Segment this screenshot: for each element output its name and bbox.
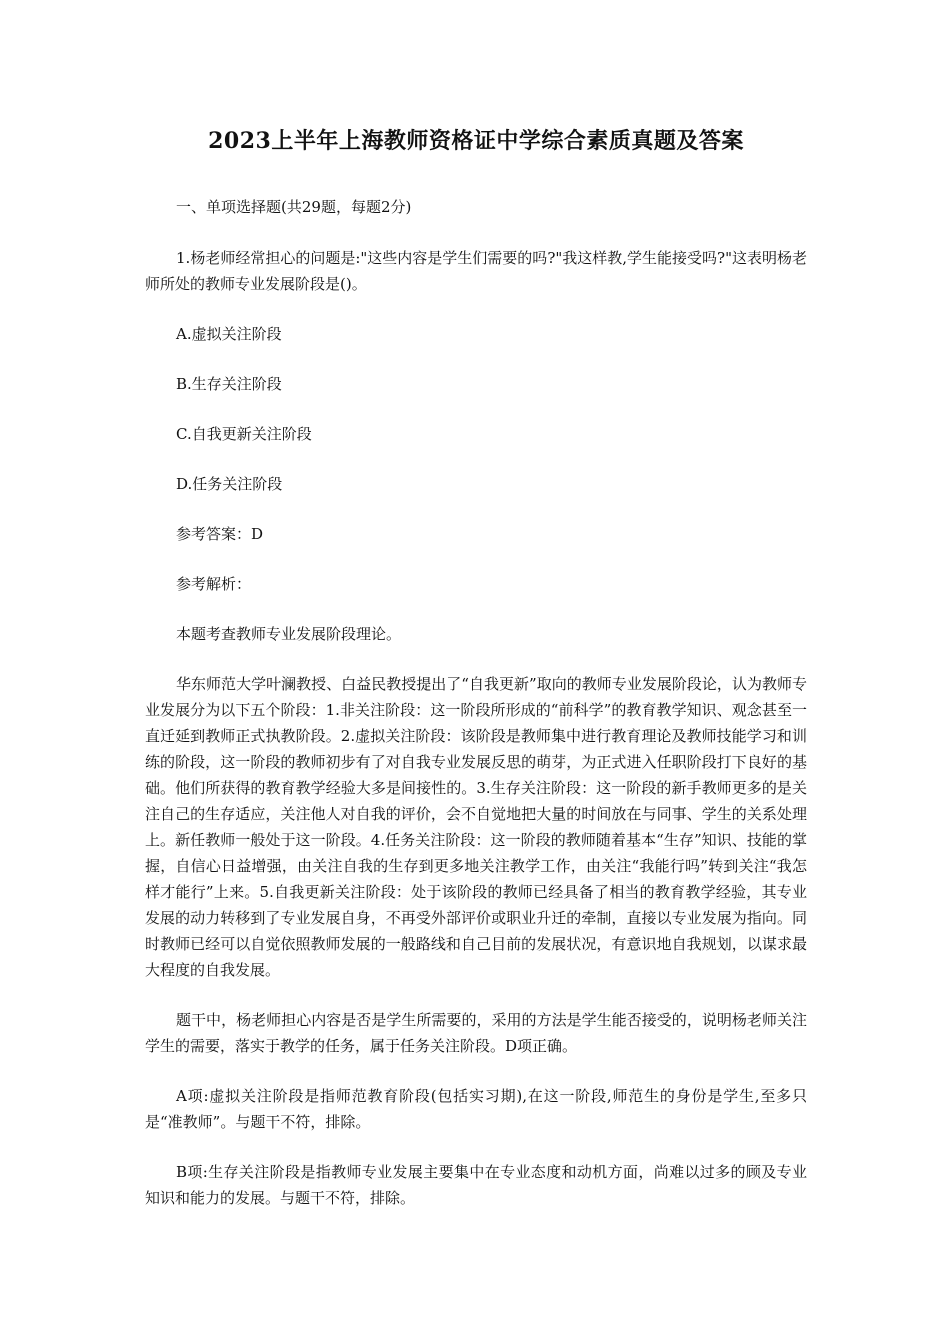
option-b: B.生存关注阶段 [176, 375, 282, 393]
option-a: A.虚拟关注阶段 [176, 325, 282, 343]
analysis-label: 参考解析： [176, 575, 252, 593]
analysis-paragraph: B项:生存关注阶段是指教师专业发展主要集中在专业态度和动机方面，尚难以过多的顾及专业知识和能力的发展。与题干不符，排除。 [145, 1163, 807, 1207]
analysis-paragraph: 本题考查教师专业发展阶段理论。 [176, 625, 402, 643]
analysis-paragraph: 华东师范大学叶澜教授、白益民教授提出了“自我更新”取向的教师专业发展阶段论，认为教师专业发展分为以下五个阶段：1.非关注阶段：这一阶段所形成的“前科学”的教育教学知识、观念甚至一直迁延到教师正式执教阶段。2.虚拟关注阶段：该阶段是教师集中进行教育理论及教师技能学习和训练的阶段，这一阶段的教师初步有了对自我专业发展反思的萌芽，为正式进入任职阶段打下良好的基础。他们所获得的教育教学经验大多是间接性的。3.生存关注阶段：这一阶段的新手教师更多的是关注自己的生存适应，关注他人对自我的评价，会不自觉地把大量的时间放在与同事、学生的关系处理上。新任教师一般处于这一阶段。4.任务关注阶段：这一阶段的教师随着基本“生存”知识、技能的掌握，自信心日益增强，由关注自我的生存到更多地关注教学工作，由关注“我能行吗”转到关注“我怎样才能行”上来。5.自我更新关注阶段：处于该阶段的教师已经具备了相当的教育教学经验，其专业发展的动力转移到了专业发展自身，不再受外部评价或职业升迁的牵制，直接以专业发展为指向。同时教师已经可以自觉依照教师发展的一般路线和自己目前的发展状况，有意识地自我规划，以谋求最大程度的自我发展。 [145, 675, 807, 979]
option-d: D.任务关注阶段 [176, 475, 283, 493]
question-stem: 1.杨老师经常担心的问题是:"这些内容是学生们需要的吗?"我这样教,学生能接受吗?"这表明杨老师所处的教师专业发展阶段是()。 [145, 249, 807, 293]
document-title: 2023上半年上海教师资格证中学综合素质真题及答案 [208, 128, 744, 154]
answer-line: 参考答案：D [176, 525, 264, 543]
analysis-paragraph: A项:虚拟关注阶段是指师范教育阶段(包括实习期),在这一阶段,师范生的身份是学生,至多只是“准教师”。与题干不符，排除。 [145, 1087, 807, 1131]
analysis-paragraph: 题干中，杨老师担心内容是否是学生所需要的，采用的方法是学生能否接受的，说明杨老师关注学生的需要，落实于教学的任务，属于任务关注阶段。D项正确。 [145, 1011, 807, 1055]
document-body [145, 194, 807, 1211]
section-heading: 一、单项选择题(共29题，每题2分) [176, 198, 412, 216]
option-c: C.自我更新关注阶段 [176, 425, 312, 443]
